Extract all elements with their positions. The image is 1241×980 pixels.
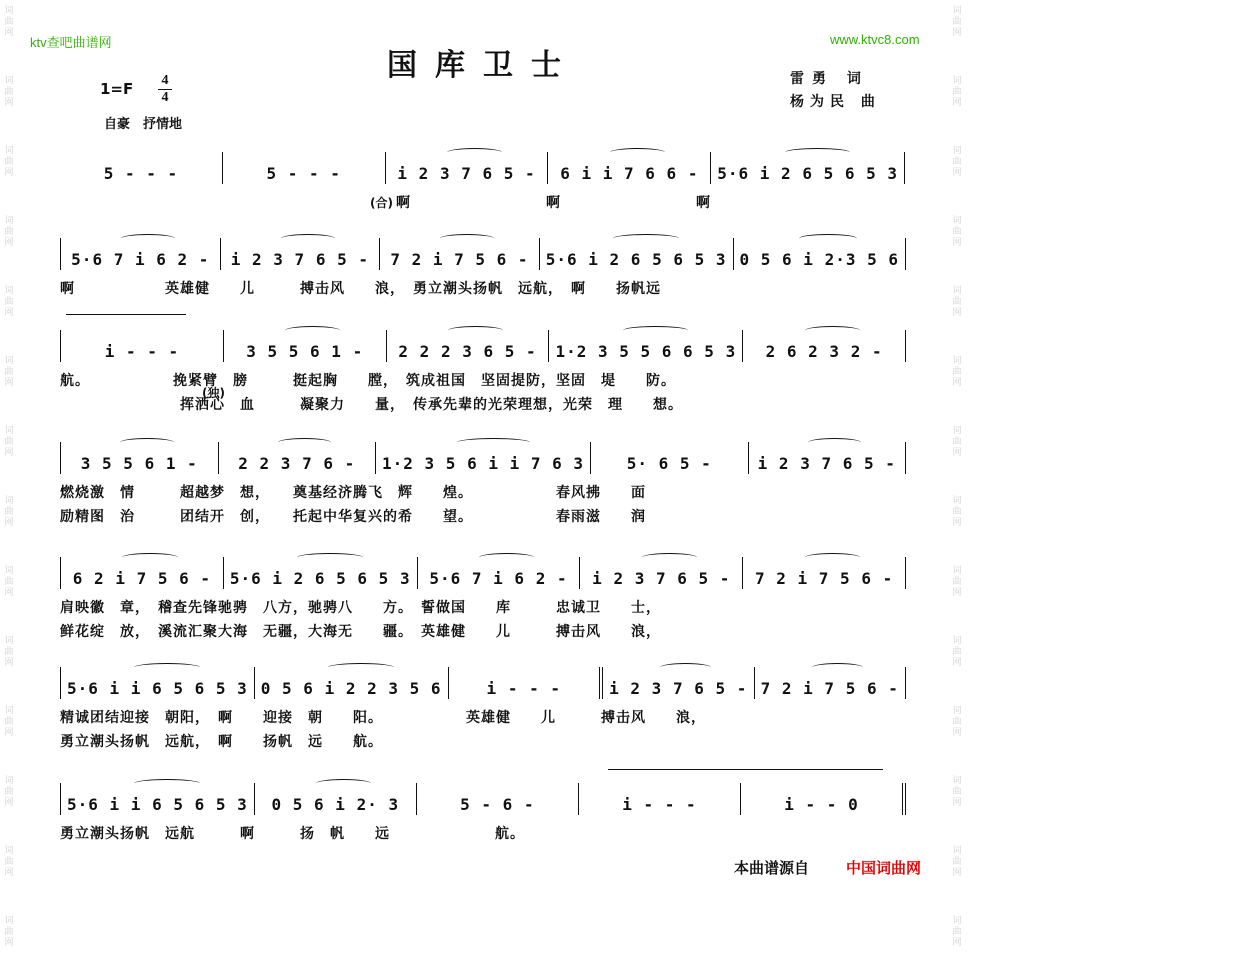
measure-notes: i - - - [486,679,561,698]
slur-mark [134,663,200,672]
slur-mark [799,234,857,243]
footer-source-label: 本曲谱源自 [734,860,810,877]
slur-mark [120,438,173,447]
measure [61,238,221,270]
side-watermark-right [948,0,966,948]
measure [417,783,579,815]
measure-notes: 6 2 i 7 5 6 - [72,569,212,588]
footer-site-link[interactable]: 中国词曲网 [846,860,922,877]
measure [711,152,905,184]
slur-mark [812,663,863,672]
score-line [60,330,905,430]
slur-mark [613,234,679,243]
measure-notes: 5·6 i i 6 5 6 5 3 [67,679,248,698]
lyrics-verse-2: 鲜花绽 放， 溪流汇聚大海 无疆，大海无 疆。 英雄健 儿 搏击风 浪， [60,624,661,640]
measure [386,152,549,184]
slur-mark [316,779,371,788]
notation-row [60,442,906,474]
slur-mark [457,438,530,447]
slur-mark [121,234,175,243]
measure [223,152,386,184]
notation-row [60,152,905,184]
measure [548,152,711,184]
lyrics-verse-1: 航。 挽紧臂 膀 挺起胸 膛， 筑成祖国 坚固提防，坚固 堤 防。 [60,373,676,389]
slur-mark [805,553,860,562]
measure-notes: i 2 3 7 6 5 - [609,679,748,698]
measure-notes: 5·6 7 i 6 2 - [429,569,568,588]
measure-notes: 5 - 6 - [460,795,535,814]
score-line [60,667,905,767]
measure-notes: 2 2 2 3 6 5 - [398,342,537,361]
slur-mark [328,663,394,672]
measure [219,442,377,474]
lyricist-credit: 雷勇 词 [790,71,869,87]
song-title: 国库卫士 [387,48,579,83]
measure-notes: 2 2 3 7 6 - [238,454,356,473]
site-link-right[interactable]: www.ktvc8.com [830,32,920,47]
measure-notes: i 2 3 7 6 5 - [592,569,731,588]
measure-notes: 7 2 i 7 5 6 - [754,569,894,588]
measure [224,557,418,589]
notation-row [60,667,906,699]
measure-notes: i 2 3 7 6 5 - [757,454,896,473]
lyrics-verse-1: 燃烧激 情 超越梦 想， 奠基经济腾飞 辉 煌。 春风拂 面 [60,485,646,501]
lyrics-verse-2: 励精图 治 团结开 创， 托起中华复兴的希 望。 春雨滋 润 [60,509,646,525]
measure [580,557,743,589]
measure [224,330,387,362]
slur-mark [278,438,331,447]
measure [61,667,255,699]
measure [743,330,906,362]
site-link-left[interactable]: ktv查吧曲谱网 [30,35,112,50]
measure [741,783,906,815]
measure-notes: i - - 0 [784,795,859,814]
measure [540,238,734,270]
measure-notes: i 2 3 7 6 5 - [397,164,536,183]
side-watermark-left [0,0,18,948]
measure-notes: 1·2 3 5 6 i i 7 6 3 [382,454,585,473]
lyrics-verse-1: 勇立潮头扬帆 远航 啊 扬 帆 远 航。 [60,826,525,842]
slur-mark [479,553,534,562]
measure-notes: 7 2 i 7 5 6 - [390,250,529,269]
measure-notes: 0 5 6 i 2· 3 [271,795,400,814]
slur-mark [805,326,860,335]
notation-row [60,557,906,589]
slur-mark [281,234,335,243]
measure [591,442,749,474]
slur-mark [623,326,689,335]
measure [743,557,906,589]
measure-notes: 0 5 6 i 2 2 3 5 6 [260,679,442,698]
measure [749,442,907,474]
measure [61,330,224,362]
measure-notes: i 2 3 7 6 5 - [230,250,369,269]
lyrics-verse-1: 精诚团结迎接 朝阳， 啊 迎接 朝 阳。 英雄健 儿 搏击风 浪， [60,710,706,726]
slur-mark [808,438,861,447]
measure [60,152,223,184]
measure [549,330,743,362]
voice-tag: (独) [202,386,225,400]
measure-notes: 1·2 3 5 5 6 6 5 3 [555,342,737,361]
measure [221,238,381,270]
measure [61,557,224,589]
time-signature [158,74,172,105]
score-line [60,442,905,542]
measure [579,783,741,815]
slur-mark [134,779,200,788]
measure-notes: 3 5 5 6 1 - [246,342,364,361]
slur-mark [448,326,503,335]
measure [61,442,219,474]
measure-notes: 6 i i 7 6 6 - [560,164,699,183]
notation-row [60,783,906,815]
lyrics-verse-1: 肩映徽 章， 稽查先锋驰骋 八方，驰骋八 方。 誓做国 库 忠诚卫 士， [60,600,661,616]
measure [255,667,449,699]
composer-credit: 杨为民 曲 [790,94,881,110]
tie-line [608,769,883,770]
measure-notes: 5·6 7 i 6 2 - [71,250,210,269]
slur-mark [440,234,494,243]
measure [255,783,417,815]
measure-notes: 3 5 5 6 1 - [80,454,198,473]
slur-mark [285,326,340,335]
lyrics-verse-1: 啊 啊 啊 [396,195,711,211]
slur-mark [447,148,502,157]
measure-notes: 5·6 i i 6 5 6 5 3 [67,795,248,814]
tempo-marking: 自豪 抒情地 [104,117,183,132]
notation-row [60,238,906,270]
measure-notes: 5 - - - [266,164,341,183]
voice-tag: (合) [370,196,393,210]
tie-line [66,314,186,315]
measure-notes: 5 - - - [103,164,179,183]
measure [603,667,754,699]
measure-notes: 5·6 i 2 6 5 6 5 3 [545,250,727,269]
watermark-column: 词 曲 网 词 曲 网 词 曲 网 词 曲 网 词 曲 网 词 曲 网 词 曲 网 词 曲 网 词 曲 网 词 曲 网 词 曲 网 词 曲 网 词 曲 网 词 曲 网 [4,6,14,948]
measure [387,330,550,362]
lyrics-verse-1: 啊 英雄健 儿 搏击风 浪， 勇立潮头扬帆 远航， 啊 扬帆远 [60,281,661,297]
measure [376,442,591,474]
measure [734,238,907,270]
score-line [60,557,905,657]
measure-notes: 0 5 6 i 2·3 5 6 [739,250,899,269]
notation-row [60,330,906,362]
lyrics-verse-2: 勇立潮头扬帆 远航， 啊 扬帆 远 航。 [60,734,383,750]
slur-mark [122,553,177,562]
meter-bottom: 4 [161,90,169,105]
measure-notes: 5·6 i 2 6 5 6 5 3 [229,569,411,588]
measure [449,667,603,699]
meter-top: 4 [161,73,169,88]
watermark-column: 词 曲 网 词 曲 网 词 曲 网 词 曲 网 词 曲 网 词 曲 网 词 曲 网 词 曲 网 词 曲 网 词 曲 网 词 曲 网 词 曲 网 词 曲 网 词 曲 网 [952,6,962,948]
measure-notes: 5· 6 5 - [626,454,712,473]
measure [61,783,255,815]
measure-notes: i - - - [104,342,180,361]
slur-mark [785,148,851,157]
slur-mark [642,553,697,562]
slur-mark [297,553,363,562]
measure [418,557,581,589]
measure-notes: i - - - [622,795,697,814]
measure-notes: 5·6 i 2 6 5 6 5 3 [717,164,899,183]
slur-mark [660,663,711,672]
score-line [60,238,905,338]
slur-mark [610,148,665,157]
lyrics-verse-2: 挥洒心 血 凝聚力 量， 传承先辈的光荣理想，光荣 理 想。 [60,397,683,413]
measure-notes: 2 6 2 3 2 - [765,342,883,361]
measure [380,238,540,270]
measure [755,667,906,699]
key-signature: 1=F [100,80,134,98]
measure-notes: 7 2 i 7 5 6 - [760,679,899,698]
